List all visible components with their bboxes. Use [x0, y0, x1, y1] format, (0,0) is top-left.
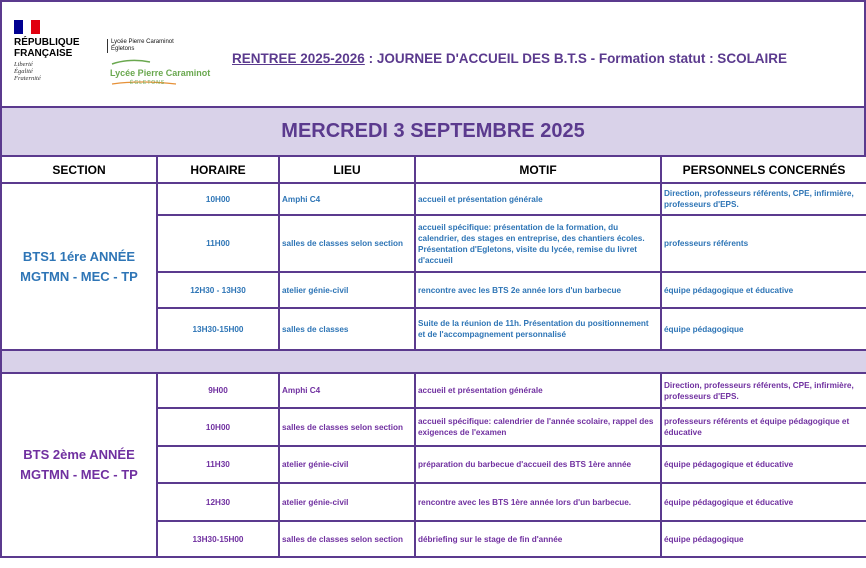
motif-cell: accueil spécifique: calendrier de l'année scolaire, rappel des exigences de l'examen	[415, 408, 661, 446]
lieu-cell: Amphi C4	[279, 373, 415, 408]
column-header: PERSONNELS CONCERNÉS	[661, 156, 866, 183]
personnels-cell: équipe pédagogique	[661, 521, 866, 557]
personnels-cell: équipe pédagogique et éducative	[661, 446, 866, 483]
personnels-cell: équipe pédagogique et éducative	[661, 272, 866, 308]
motif-cell: Suite de la réunion de 11h. Présentation du positionnement et de l'accompagnement personnalisé	[415, 308, 661, 350]
lycee-name: Lycée Pierre Caraminot Égletons	[111, 39, 174, 52]
republique-francaise-label: RÉPUBLIQUE FRANÇAISE	[14, 37, 80, 59]
lieu-cell: salles de classes selon section	[279, 408, 415, 446]
horaire-cell: 12H30 - 13H30	[157, 272, 279, 308]
personnels-cell: professeurs référents	[661, 215, 866, 272]
horaire-cell: 11H00	[157, 215, 279, 272]
horaire-cell: 13H30-15H00	[157, 308, 279, 350]
table-row	[1, 183, 866, 215]
motif-cell: débriefing sur le stage de fin d'année	[415, 521, 661, 557]
lycee-separator	[107, 39, 108, 53]
personnels-cell: Direction, professeurs référents, CPE, infirmière, professeurs d'EPS.	[661, 373, 866, 408]
lieu-cell: salles de classes selon section	[279, 215, 415, 272]
logo-subtitle: ÉGLETONS	[130, 80, 166, 86]
document-header	[0, 0, 866, 108]
table-header-row	[1, 156, 866, 183]
group-separator	[1, 350, 866, 373]
devise: Liberté Égalité Fraternité	[14, 61, 41, 82]
motif-cell: rencontre avec les BTS 2e année lors d'un barbecue	[415, 272, 661, 308]
table-row	[1, 373, 866, 408]
page-title	[232, 51, 787, 66]
lieu-cell: salles de classes	[279, 308, 415, 350]
personnels-cell: Direction, professeurs référents, CPE, infirmière, professeurs d'EPS.	[661, 183, 866, 215]
lieu-cell: atelier génie-civil	[279, 446, 415, 483]
lieu-cell: salles de classes selon section	[279, 521, 415, 557]
page-title-rest: : JOURNEE D'ACCUEIL DES B.T.S - Formation statut : SCOLAIRE	[364, 51, 788, 66]
schedule-table	[0, 155, 866, 558]
column-header: MOTIF	[415, 156, 661, 183]
column-header: SECTION	[1, 156, 157, 183]
motif-cell: accueil spécifique: présentation de la formation, du calendrier, des stages en entreprise, des chantiers écoles. Présentation d'Egletons, visite du lycée, remise du livret d'accueil	[415, 215, 661, 272]
column-header: LIEU	[279, 156, 415, 183]
group-separator-row	[1, 350, 866, 373]
personnels-cell: équipe pédagogique	[661, 308, 866, 350]
date-banner	[0, 108, 866, 155]
motif-cell: préparation du barbecue d'accueil des BTS 1ère année	[415, 446, 661, 483]
motif-cell: accueil et présentation générale	[415, 183, 661, 215]
horaire-cell: 12H30	[157, 483, 279, 521]
lieu-cell: atelier génie-civil	[279, 483, 415, 521]
motif-cell: accueil et présentation générale	[415, 373, 661, 408]
horaire-cell: 11H30	[157, 446, 279, 483]
horaire-cell: 13H30-15H00	[157, 521, 279, 557]
personnels-cell: équipe pédagogique et éducative	[661, 483, 866, 521]
horaire-cell: 10H00	[157, 183, 279, 215]
section-cell: BTS1 1ére ANNÉE MGTMN - MEC - TP	[1, 183, 157, 350]
date-banner-text: MERCREDI 3 SEPTEMBRE 2025	[281, 120, 585, 142]
motif-cell: rencontre avec les BTS 1ère année lors d'un barbecue.	[415, 483, 661, 521]
horaire-cell: 10H00	[157, 408, 279, 446]
personnels-cell: professeurs référents et équipe pédagogique et éducative	[661, 408, 866, 446]
section-cell: BTS 2ème ANNÉE MGTMN - MEC - TP	[1, 373, 157, 557]
lieu-cell: Amphi C4	[279, 183, 415, 215]
lieu-cell: atelier génie-civil	[279, 272, 415, 308]
page-title-year: RENTREE 2025-2026	[232, 51, 365, 66]
column-header: HORAIRE	[157, 156, 279, 183]
marianne-flag-icon	[14, 20, 40, 34]
horaire-cell: 9H00	[157, 373, 279, 408]
logo-wordmark: Lycée Pierre Caraminot	[110, 68, 211, 78]
